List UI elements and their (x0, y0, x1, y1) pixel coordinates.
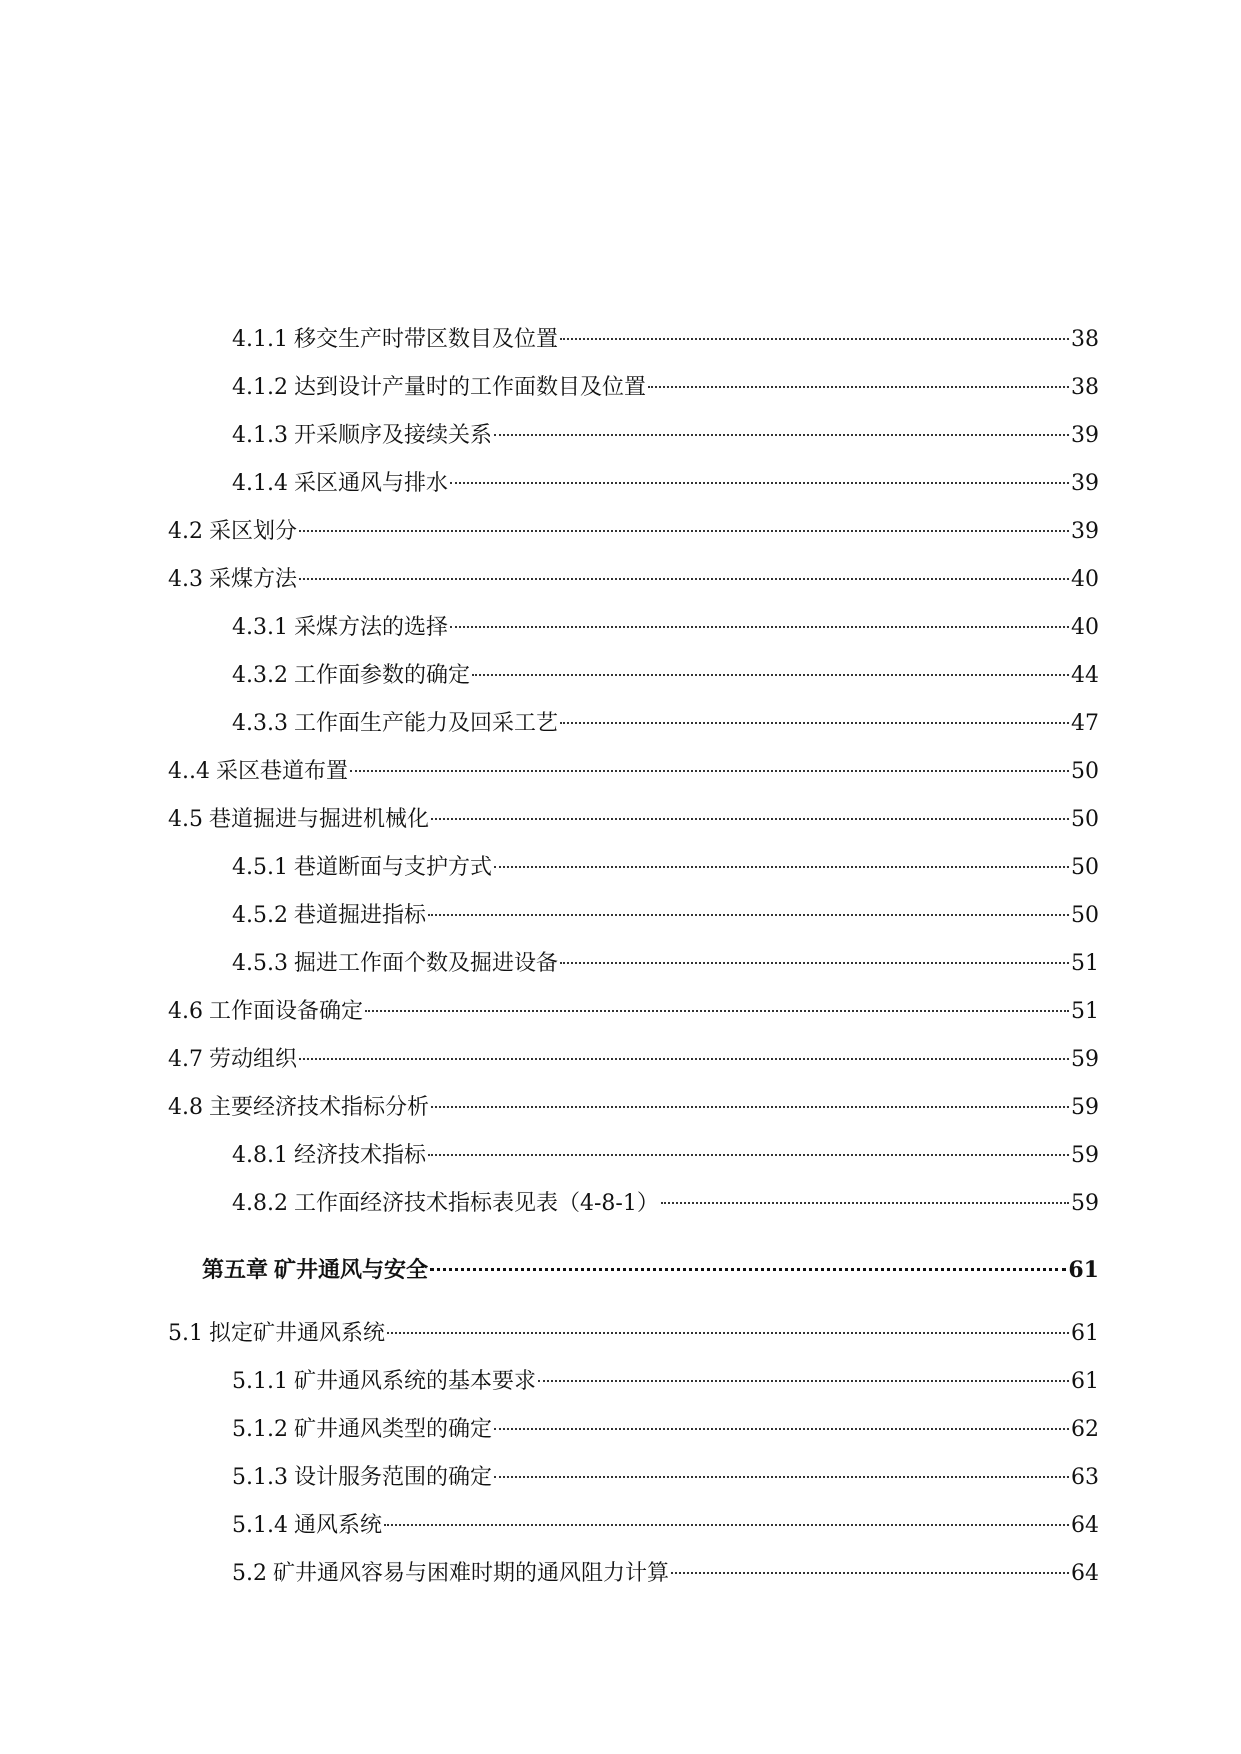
toc-entry-page: 51 (1071, 951, 1099, 976)
toc-leader-dots (387, 1332, 1069, 1334)
toc-entry-number: 4.5.3 (232, 951, 288, 976)
toc-entry-title: 掘进工作面个数及掘进设备 (293, 951, 558, 976)
toc-entry-page: 40 (1071, 615, 1099, 640)
toc-leader-dots (299, 1058, 1069, 1060)
toc-entry-number: 4.5 (168, 807, 203, 832)
toc-entry-title: 劳动组织 (209, 1047, 298, 1072)
toc-entry-page: 50 (1071, 759, 1099, 784)
toc-leader-dots (494, 434, 1069, 436)
toc-entry-page: 59 (1071, 1191, 1099, 1216)
toc-leader-dots (365, 1010, 1069, 1012)
toc-entry-page: 59 (1071, 1047, 1099, 1072)
toc-leader-dots (560, 722, 1069, 724)
toc-entry-title: 采煤方法 (209, 567, 298, 592)
toc-entry-title: 矿井通风系统的基本要求 (293, 1369, 536, 1394)
toc-entry-title: 巷道掘进与掘进机械化 (209, 807, 430, 832)
toc-entry-number: 4.1.3 (232, 423, 288, 448)
toc-entry-page: 39 (1071, 519, 1099, 544)
toc-entry-title: 通风系统 (293, 1513, 382, 1538)
toc-entry-page: 39 (1071, 471, 1099, 496)
toc-entry-number: 4.3.3 (232, 711, 288, 736)
toc-leader-dots (299, 530, 1069, 532)
toc-entry-number: 4.1.1 (232, 327, 288, 352)
toc-entry-4-3-2[interactable] (232, 656, 1099, 696)
toc-entry-4-8-1[interactable] (232, 1136, 1099, 1176)
toc-entry-title: 工作面设备确定 (209, 999, 364, 1024)
toc-entry-page: 38 (1071, 327, 1099, 352)
toc-entry-number: 4.8.2 (232, 1191, 288, 1216)
toc-entry-page: 63 (1071, 1465, 1099, 1490)
toc-entry-number: 5.1.3 (232, 1465, 288, 1490)
toc-entry-page: 59 (1071, 1143, 1099, 1168)
toc-leader-dots (494, 1476, 1069, 1478)
toc-entry-4-1-4[interactable] (232, 464, 1099, 504)
toc-entry-number: 4.3 (168, 567, 203, 592)
toc-entry-4-5-3[interactable] (232, 944, 1099, 984)
toc-entry-title: 设计服务范围的确定 (293, 1465, 492, 1490)
toc-entry-4-4[interactable] (168, 752, 1099, 792)
toc-leader-dots (431, 1106, 1069, 1108)
toc-entry-5-1-4[interactable] (232, 1506, 1099, 1546)
toc-chapter-5[interactable] (202, 1250, 1099, 1290)
toc-entry-4-5[interactable] (168, 800, 1099, 840)
toc-leader-dots (494, 1428, 1069, 1430)
toc-entry-title: 工作面经济技术指标表见表（4-8-1） (293, 1191, 659, 1216)
toc-entry-title: 采区划分 (209, 519, 298, 544)
toc-entry-title: 移交生产时带区数目及位置 (293, 327, 558, 352)
toc-entry-4-6[interactable] (168, 992, 1099, 1032)
toc-entry-page: 61 (1071, 1321, 1099, 1346)
toc-entry-4-8[interactable] (168, 1088, 1099, 1128)
toc-leader-dots (428, 914, 1069, 916)
toc-entry-number: 4.2 (168, 519, 203, 544)
toc-entry-number: 4.3.1 (232, 615, 288, 640)
toc-entry-page: 62 (1071, 1417, 1099, 1442)
toc-entry-number: 5.1 (168, 1321, 203, 1346)
toc-entry-5-1-1[interactable] (232, 1362, 1099, 1402)
toc-entry-title: 工作面生产能力及回采工艺 (293, 711, 558, 736)
toc-entry-number: 4.7 (168, 1047, 203, 1072)
toc-entry-page: 64 (1071, 1513, 1099, 1538)
toc-entry-page: 50 (1071, 807, 1099, 832)
toc-leader-dots (472, 674, 1069, 676)
toc-entry-5-2[interactable] (232, 1554, 1099, 1594)
toc-entry-number: 4..4 (168, 759, 210, 784)
toc-entry-page: 51 (1071, 999, 1099, 1024)
toc-leader-dots (450, 626, 1069, 628)
toc-leader-dots (350, 770, 1069, 772)
toc-leader-dots (494, 866, 1069, 868)
toc-entry-4-3-3[interactable] (232, 704, 1099, 744)
toc-entry-page: 50 (1071, 903, 1099, 928)
toc-entry-5-1-3[interactable] (232, 1458, 1099, 1498)
toc-entry-number: 4.5.1 (232, 855, 288, 880)
toc-chapter-number: 第五章 (202, 1257, 269, 1283)
toc-leader-dots (299, 578, 1069, 580)
toc-entry-4-1-2[interactable] (232, 368, 1099, 408)
toc-leader-dots (450, 482, 1069, 484)
toc-entry-4-1-1[interactable] (232, 320, 1099, 360)
toc-leader-dots (560, 338, 1069, 340)
toc-entry-number: 4.3.2 (232, 663, 288, 688)
toc-entry-number: 5.1.1 (232, 1369, 288, 1394)
toc-entry-page: 44 (1071, 663, 1099, 688)
toc-entry-page: 59 (1071, 1095, 1099, 1120)
toc-entry-title: 采区巷道布置 (215, 759, 348, 784)
toc-entry-4-1-3[interactable] (232, 416, 1099, 456)
toc-entry-title: 矿井通风类型的确定 (293, 1417, 492, 1442)
toc-entry-number: 5.2 (232, 1561, 267, 1586)
toc-chapter-title: 矿井通风与安全 (274, 1257, 429, 1283)
toc-entry-title: 矿井通风容易与困难时期的通风阻力计算 (273, 1561, 670, 1586)
toc-leader-dots (430, 1268, 1066, 1271)
toc-entry-title: 经济技术指标 (293, 1143, 426, 1168)
toc-entry-number: 4.1.2 (232, 375, 288, 400)
toc-chapter-page: 61 (1068, 1257, 1099, 1283)
toc-entry-number: 4.1.4 (232, 471, 288, 496)
toc-entry-title: 达到设计产量时的工作面数目及位置 (293, 375, 646, 400)
toc-entry-4-5-1[interactable] (232, 848, 1099, 888)
toc-entry-page: 61 (1071, 1369, 1099, 1394)
toc-entry-page: 47 (1071, 711, 1099, 736)
toc-leader-dots (384, 1524, 1069, 1526)
toc-entry-number: 5.1.4 (232, 1513, 288, 1538)
toc-entry-4-7[interactable] (168, 1040, 1099, 1080)
toc-entry-title: 开采顺序及接续关系 (293, 423, 492, 448)
toc-entry-page: 39 (1071, 423, 1099, 448)
toc-entry-title: 巷道掘进指标 (293, 903, 426, 928)
toc-entry-title: 工作面参数的确定 (293, 663, 470, 688)
toc-entry-5-1[interactable] (168, 1314, 1099, 1354)
toc-entry-title: 主要经济技术指标分析 (209, 1095, 430, 1120)
toc-entry-number: 4.8.1 (232, 1143, 288, 1168)
toc-entry-number: 4.8 (168, 1095, 203, 1120)
toc-entry-number: 4.5.2 (232, 903, 288, 928)
toc-entry-page: 50 (1071, 855, 1099, 880)
toc-entry-title: 采煤方法的选择 (293, 615, 448, 640)
toc-entry-title: 拟定矿井通风系统 (209, 1321, 386, 1346)
toc-entry-number: 4.6 (168, 999, 203, 1024)
toc-entry-4-3[interactable] (168, 560, 1099, 600)
toc-entry-title: 采区通风与排水 (293, 471, 448, 496)
toc-entry-page: 38 (1071, 375, 1099, 400)
toc-leader-dots (671, 1572, 1069, 1574)
toc-entry-4-3-1[interactable] (232, 608, 1099, 648)
toc-leader-dots (428, 1154, 1069, 1156)
toc-leader-dots (661, 1202, 1069, 1204)
toc-entry-title: 巷道断面与支护方式 (293, 855, 492, 880)
toc-entry-page: 64 (1071, 1561, 1099, 1586)
toc-leader-dots (648, 386, 1069, 388)
toc-entry-5-1-2[interactable] (232, 1410, 1099, 1450)
toc-entry-4-8-2[interactable] (232, 1184, 1099, 1224)
toc-leader-dots (431, 818, 1069, 820)
toc-leader-dots (560, 962, 1069, 964)
toc-entry-4-2[interactable] (168, 512, 1099, 552)
toc-entry-page: 40 (1071, 567, 1099, 592)
toc-entry-4-5-2[interactable] (232, 896, 1099, 936)
toc-entry-number: 5.1.2 (232, 1417, 288, 1442)
toc-leader-dots (538, 1380, 1069, 1382)
